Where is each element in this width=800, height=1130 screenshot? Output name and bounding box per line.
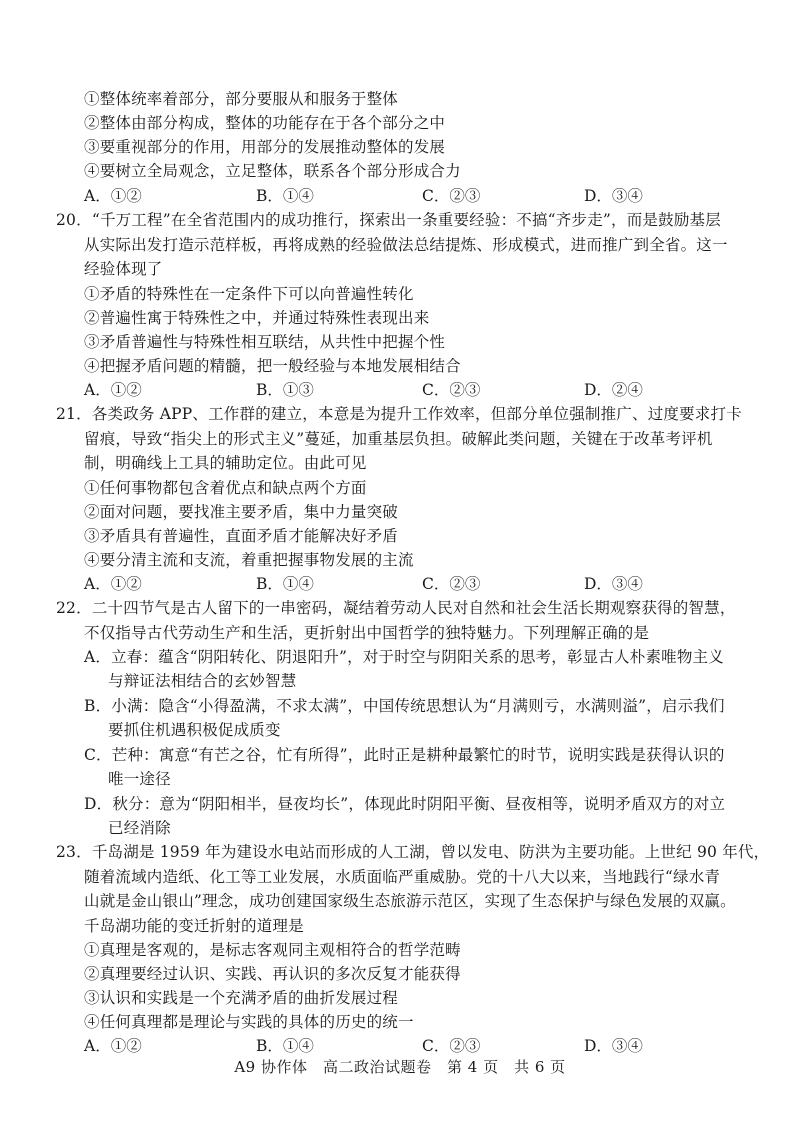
statement-4: ④要树立全局观念，立足整体，联系各个部分形成合力 (84, 162, 461, 180)
question-stem: 制，明确线上工具的辅助定位。由此可见 (84, 454, 367, 472)
statement-2: ②整体由部分构成，整体的功能存在于各个部分之中 (84, 114, 446, 132)
question-stem: 不仅指导古代劳动生产和生活，更折射出中国哲学的独特魅力。下列理解正确的是 (84, 624, 650, 642)
statement-1: ①真理是客观的，是标志客观同主观相符合的哲学范畴 (84, 941, 461, 959)
option-b[interactable]: B．①③ (256, 381, 314, 399)
answer-options (84, 378, 724, 402)
option-a[interactable]: A．立春：蕴含“阴阳转化、阴退阳升”，对于时空与阴阳关系的思考，彰显古人朴素唯物主义 (84, 648, 724, 666)
option-b[interactable]: B．①④ (256, 575, 314, 593)
question-stem: 22．二十四节气是古人留下的一串密码，凝结着劳动人民对自然和社会生活长期观察获得的智慧， (56, 599, 736, 617)
statement-4: ④把握矛盾问题的精髓，把一般经验与本地发展相结合 (84, 357, 461, 375)
question-stem: 从实际出发打造示范样板，再将成熟的经验做法总结提炼、形成模式，进而推广到全省。这一 (84, 236, 728, 254)
option-a-continued: 与辩证法相结合的玄妙智慧 (108, 672, 297, 690)
option-c[interactable]: C．②③ (422, 187, 481, 205)
statement-2: ②面对问题，要找准主要矛盾，集中力量突破 (84, 503, 399, 521)
question-stem: 山就是金山银山”理念，成功创建国家级生态旅游示范区，实现了生态保护与绿色发展的双赢。 (84, 892, 736, 910)
statement-1: ①任何事物都包含着优点和缺点两个方面 (84, 479, 367, 497)
option-c[interactable]: C．②③ (422, 381, 481, 399)
option-c[interactable]: C．②③ (422, 575, 481, 593)
question-stem: 随着流域内造纸、化工等工业发展，水质面临严重威胁。党的十八大以来，当地践行“绿水青 (84, 868, 721, 886)
option-d[interactable]: D．③④ (584, 187, 643, 205)
statement-1: ①整体统率着部分，部分要服从和服务于整体 (84, 90, 399, 108)
statement-1: ①矛盾的特殊性在一定条件下可以向普遍性转化 (84, 285, 414, 303)
statement-3: ③要重视部分的作用，用部分的发展推动整体的发展 (84, 138, 446, 156)
option-c-continued: 唯一途径 (108, 770, 171, 788)
question-stem: 千岛湖功能的变迁折射的道理是 (84, 917, 304, 935)
answer-options (84, 1034, 724, 1058)
option-b[interactable]: B．①④ (256, 187, 314, 205)
statement-2: ②真理要经过认识、实践、再认识的多次反复才能获得 (84, 965, 461, 983)
page-footer: A9 协作体 高二政治试题卷 第 4 页 共 6 页 (234, 1058, 566, 1076)
option-a[interactable]: A．①② (84, 1037, 142, 1055)
option-a[interactable]: A．①② (84, 187, 142, 205)
option-b-continued: 要抓住机遇积极促成质变 (108, 721, 281, 739)
option-d[interactable]: D．③④ (584, 1037, 643, 1055)
option-b[interactable]: B．小满：隐含“小得盈满，不求太满”，中国传统思想认为“月满则亏，水满则溢”，启示我们 (84, 697, 725, 715)
question-stem: 经验体现了 (84, 260, 163, 278)
option-d[interactable]: D．③④ (584, 575, 643, 593)
option-b[interactable]: B．①④ (256, 1037, 314, 1055)
option-a[interactable]: A．①② (84, 575, 142, 593)
option-d[interactable]: D．②④ (584, 381, 643, 399)
statement-2: ②普遍性寓于特殊性之中，并通过特殊性表现出来 (84, 309, 430, 327)
question-stem: 20．“千万工程”在全省范围内的成功推行，探索出一条重要经验：不搞“齐步走”，而是鼓励基层 (56, 211, 721, 229)
option-a[interactable]: A．①② (84, 381, 142, 399)
option-c[interactable]: C．芒种：寓意“有芒之谷，忙有所得”，此时正是耕种最繁忙的时节，说明实践是获得认识的 (84, 746, 725, 764)
question-stem: 23．千岛湖是 1959 年为建设水电站而形成的人工湖，曾以发电、防洪为主要功能。上世纪 90 年代， (56, 843, 770, 861)
statement-3: ③矛盾具有普遍性，直面矛盾才能解决好矛盾 (84, 527, 399, 545)
statement-4: ④任何真理都是理论与实践的具体的历史的统一 (84, 1013, 414, 1031)
question-stem: 留痕，导致“指尖上的形式主义”蔓延，加重基层负担。破解此类问题，关键在于改革考评机 (84, 430, 713, 448)
answer-options (84, 184, 724, 208)
statement-3: ③矛盾普遍性与特殊性相互联结，从共性中把握个性 (84, 333, 446, 351)
option-d[interactable]: D．秋分：意为“阴阳相半，昼夜均长”，体现此时阴阳平衡、昼夜相等，说明矛盾双方的对立 (84, 795, 726, 813)
statement-4: ④要分清主流和支流，着重把握事物发展的主流 (84, 551, 414, 569)
question-stem: 21．各类政务 APP、工作群的建立，本意是为提升工作效率，但部分单位强制推广、过度要求打卡 (56, 405, 742, 423)
statement-3: ③认识和实践是一个充满矛盾的曲折发展过程 (84, 989, 399, 1007)
answer-options (84, 572, 724, 596)
option-c[interactable]: C．②③ (422, 1037, 481, 1055)
option-d-continued: 已经消除 (108, 819, 171, 837)
